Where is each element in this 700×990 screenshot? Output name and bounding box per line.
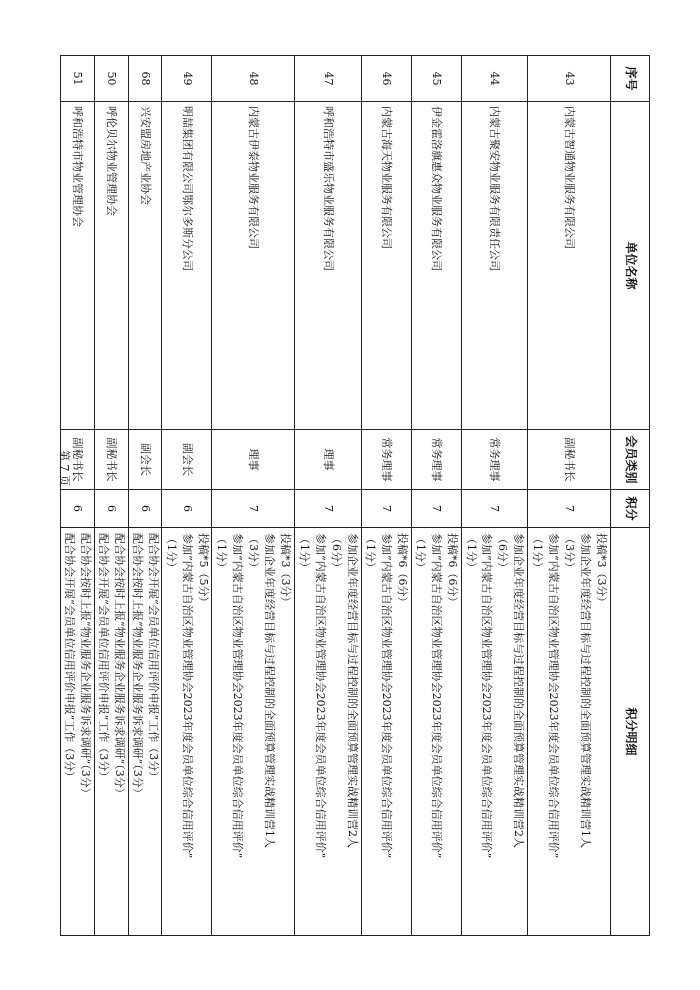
row-points-detail (528, 528, 611, 936)
row-seq: 48 (212, 56, 295, 102)
row-unit-name: 兴安盟房地产业协会 (128, 102, 162, 430)
table-body (61, 56, 611, 936)
row-member-category: 常务理事 (461, 430, 527, 490)
row-seq: 44 (461, 56, 527, 102)
detail-line: 投稿*5（5分） (196, 533, 210, 608)
header-points: 积分 (611, 490, 650, 528)
detail-line: 配合协会按时上报“物业服务企业服务诉求调研”（3分） (79, 533, 93, 799)
row-points: 6 (94, 490, 128, 528)
detail-line: （1分） (531, 533, 545, 573)
row-seq: 43 (528, 56, 611, 102)
row-points-detail (212, 528, 295, 936)
detail-line: 参加“内蒙古自治区物业管理协会2023年度会员单位综合信用评价” (180, 533, 194, 859)
row-points: 7 (411, 490, 461, 528)
row-seq: 68 (128, 56, 162, 102)
row-seq: 46 (361, 56, 411, 102)
detail-line: （1分） (364, 533, 378, 573)
row-points-detail (94, 528, 128, 936)
detail-line: 投稿*6（6分） (446, 533, 460, 608)
rotated-page (60, 55, 650, 935)
row-points-detail (411, 528, 461, 936)
points-table (60, 55, 650, 936)
row-points-detail (128, 528, 162, 936)
row-unit-name: 明喆集团有限公司鄂尔多斯分公司 (162, 102, 212, 430)
row-unit-name: 内蒙古智通物业服务有限公司 (528, 102, 611, 430)
row-points-detail (461, 528, 527, 936)
row-unit-name: 呼和浩特市盛乐物业服务有限公司 (295, 102, 361, 430)
table-row (162, 56, 212, 936)
detail-line: （1分） (297, 533, 311, 573)
table-row (411, 56, 461, 936)
detail-line: （1分） (464, 533, 478, 573)
detail-line: 投稿*3（3分） (594, 533, 608, 608)
row-points: 7 (361, 490, 411, 528)
header-name: 单位名称 (611, 102, 650, 430)
row-seq: 47 (295, 56, 361, 102)
detail-line: 参加“内蒙古自治区物业管理协会2023年度会员单位综合信用评价” (480, 533, 494, 859)
detail-line: 参加企业年度经营目标与过程控制的全面预算管理实战精训营1人 (579, 533, 593, 848)
detail-line: 投稿*3（3分） (279, 533, 293, 608)
row-points: 6 (162, 490, 212, 528)
row-member-category: 理事 (295, 430, 361, 490)
row-unit-name: 呼伦贝尔物业管理协会 (94, 102, 128, 430)
row-points: 7 (212, 490, 295, 528)
row-member-category: 副秘书长 (94, 430, 128, 490)
row-points-detail (61, 528, 95, 936)
row-seq: 49 (162, 56, 212, 102)
table-row (212, 56, 295, 936)
row-unit-name: 伊金霍洛旗惠众物业服务有限公司 (411, 102, 461, 430)
detail-line: 参加“内蒙古自治区物业管理协会2023年度会员单位综合信用评价” (547, 533, 561, 859)
row-member-category: 副秘书长 (61, 430, 95, 490)
detail-line: （1分） (215, 533, 229, 573)
table-row (528, 56, 611, 936)
row-points-detail (361, 528, 411, 936)
detail-line: 参加“内蒙古自治区物业管理协会2023年度会员单位综合信用评价” (380, 533, 394, 859)
detail-line: 配合协会开展“会员单位信用评价申报”工作（3分） (63, 533, 77, 783)
detail-line: 参加“内蒙古自治区物业管理协会2023年度会员单位综合信用评价” (313, 533, 327, 859)
detail-line: （1分） (164, 533, 178, 573)
detail-line: 参加企业年度经营目标与过程控制的全面预算管理实战精训营1人 (263, 533, 277, 848)
detail-line: 参加企业年度经营目标与过程控制的全面预算管理实战精训营2人 (512, 533, 526, 848)
detail-line: 配合协会开展“会员单位信用评价申报”工作（3分） (146, 533, 160, 783)
row-unit-name: 内蒙古海天物业服务有限公司 (361, 102, 411, 430)
row-unit-name: 内蒙古伊泰物业服务有限公司 (212, 102, 295, 430)
table-row (61, 56, 95, 936)
header-category: 会员类别 (611, 430, 650, 490)
row-seq: 45 (411, 56, 461, 102)
detail-line: 参加企业年度经营目标与过程控制的全面预算管理实战精训营2人 (345, 533, 359, 848)
detail-line: 参加“内蒙古自治区物业管理协会2023年度会员单位综合信用评价” (430, 533, 444, 859)
row-member-category: 副会长 (162, 430, 212, 490)
row-points-detail (295, 528, 361, 936)
row-member-category: 理事 (212, 430, 295, 490)
header-seq: 序号 (611, 56, 650, 102)
row-member-category: 常务理事 (411, 430, 461, 490)
detail-line: 参加“内蒙古自治区物业管理协会2023年度会员单位综合信用评价” (231, 533, 245, 859)
table-row (94, 56, 128, 936)
detail-line: 配合协会开展“会员单位信用评价申报”工作（3分） (97, 533, 111, 783)
detail-line: （3分） (247, 533, 261, 573)
row-points: 7 (528, 490, 611, 528)
row-points-detail (162, 528, 212, 936)
row-points: 7 (461, 490, 527, 528)
row-points: 6 (128, 490, 162, 528)
row-points: 6 (61, 490, 95, 528)
row-member-category: 副会长 (128, 430, 162, 490)
row-seq: 51 (61, 56, 95, 102)
page-number: 第 7 页 (58, 450, 71, 486)
table-row (461, 56, 527, 936)
header-detail: 积分明细 (611, 528, 650, 936)
row-member-category: 副秘书长 (528, 430, 611, 490)
row-member-category: 常务理事 (361, 430, 411, 490)
row-unit-name: 呼和浩特市物业管理协会 (61, 102, 95, 430)
row-points: 7 (295, 490, 361, 528)
detail-line: （1分） (414, 533, 428, 573)
table-header-row (611, 56, 650, 936)
detail-line: （6分） (329, 533, 343, 573)
detail-line: 配合协会按时上报“物业服务企业服务诉求调研”（3分） (113, 533, 127, 799)
detail-line: （6分） (496, 533, 510, 573)
row-seq: 50 (94, 56, 128, 102)
table-row (128, 56, 162, 936)
detail-line: （3分） (563, 533, 577, 573)
detail-line: 配合协会按时上报“物业服务企业服务诉求调研”（3分） (130, 533, 144, 799)
table-row (361, 56, 411, 936)
row-unit-name: 内蒙古聚安物业服务有限责任公司 (461, 102, 527, 430)
detail-line: 投稿*6（6分） (396, 533, 410, 608)
table-row (295, 56, 361, 936)
